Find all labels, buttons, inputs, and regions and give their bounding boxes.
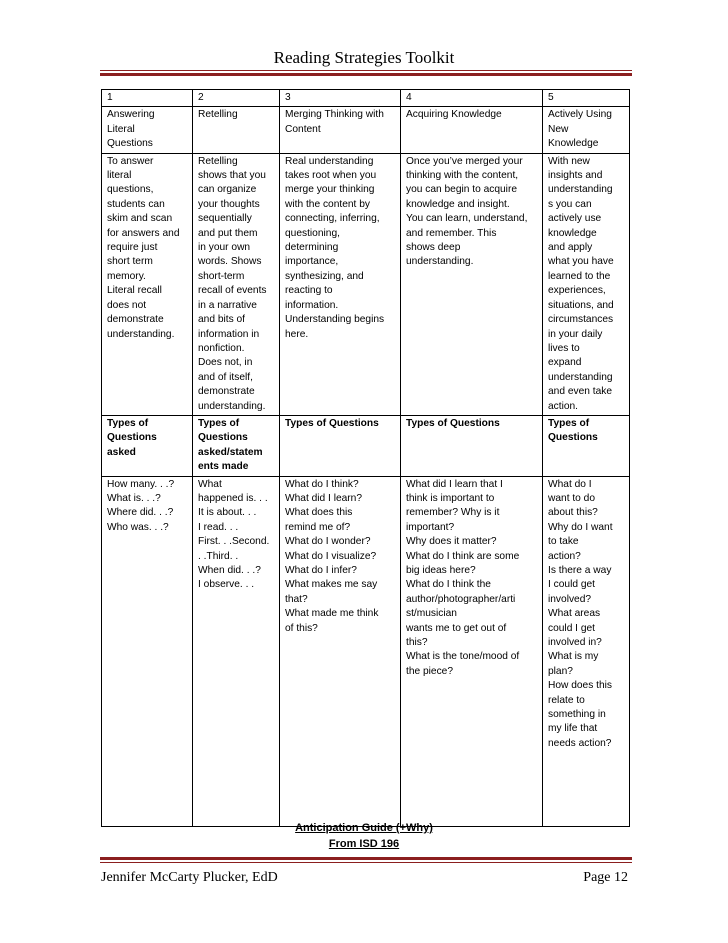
table-cell: Types of Questions xyxy=(280,415,401,476)
table-cell: What do I think? What did I learn? What does this remind me of? What do I wonder? What do I visualize? What do I infer? What makes me say that? What made me think of this? xyxy=(280,476,401,826)
table-cell: Types of Questions xyxy=(401,415,543,476)
table-cell: Types of Questions asked xyxy=(102,415,193,476)
caption-title: Anticipation Guide (+Why) xyxy=(295,822,433,834)
table-cell: Acquiring Knowledge xyxy=(401,107,543,153)
table-cell: What do I want to do about this? Why do I want to take action? Is there a way I could get involved? What areas could I get involved in? What is my plan? How does this relate to something in my life that needs action? xyxy=(543,476,630,826)
table-cell: Real understanding takes root when you merge your thinking with the content by connecting, inferring, questioning, determining importance, synthesizing, and reacting to information. Understanding begins here. xyxy=(280,153,401,415)
table-cell: Types of Questions asked/statem ents made xyxy=(193,415,280,476)
table-cell: What did I learn that I think is important to remember? Why is it important? Why does it matter? What do I think are some big ideas here? What do I think the author/photographer/arti st/musician wants me to get out of this? What is the tone/mood of the piece? xyxy=(401,476,543,826)
table-row-question-types xyxy=(102,415,630,476)
table-cell: Once you’ve merged your thinking with the content, you can begin to acquire knowledge and insight. You can learn, understand, and remember. This shows deep understanding. xyxy=(401,153,543,415)
page-number: Page 12 xyxy=(583,870,628,885)
table-cell: With new insights and understanding s you can actively use knowledge and apply what you have learned to the experiences, situations, and circumstances in your daily lives to expand understanding and even take action. xyxy=(543,153,630,415)
table-cell: 4 xyxy=(401,90,543,107)
reading-strategies-table xyxy=(101,89,630,827)
table-row-strategy-names xyxy=(102,107,630,153)
table-cell: Retelling xyxy=(193,107,280,153)
table-cell: Answering Literal Questions xyxy=(102,107,193,153)
table-cell: 2 xyxy=(193,90,280,107)
table-cell: Retelling shows that you can organize your thoughts sequentially and put them in your own words. Shows short-term recall of events in a narrative and bits of information in nonfiction. Does not, in and of itself, demonstrate understanding. xyxy=(193,153,280,415)
footer-rule-thick xyxy=(100,857,632,860)
table-cell: To answer literal questions, students can skim and scan for answers and require just short term memory. Literal recall does not demonstrate understanding. xyxy=(102,153,193,415)
table-cell: Actively Using New Knowledge xyxy=(543,107,630,153)
table-cell: 3 xyxy=(280,90,401,107)
caption-source: From ISD 196 xyxy=(328,838,400,850)
table-row-descriptions xyxy=(102,153,630,415)
table-cell: Types of Questions xyxy=(543,415,630,476)
table-row-questions xyxy=(102,476,630,826)
footer-rule-thin xyxy=(100,862,632,863)
header-rule-thick xyxy=(100,73,632,76)
table-row-level-numbers xyxy=(102,90,630,107)
header-rule-thin xyxy=(100,70,632,71)
table-cell: What happened is. . . It is about. . . I read. . . First. . .Second. . .Third. . When did. . .? I observe. . . xyxy=(193,476,280,826)
table-cell: 1 xyxy=(102,90,193,107)
document-title: Reading Strategies Toolkit xyxy=(273,48,455,67)
table-cell: How many. . .? What is. . .? Where did. . .? Who was. . .? xyxy=(102,476,193,826)
table-cell: Merging Thinking with Content xyxy=(280,107,401,153)
footer-author: Jennifer McCarty Plucker, EdD xyxy=(101,870,278,885)
table-cell: 5 xyxy=(543,90,630,107)
